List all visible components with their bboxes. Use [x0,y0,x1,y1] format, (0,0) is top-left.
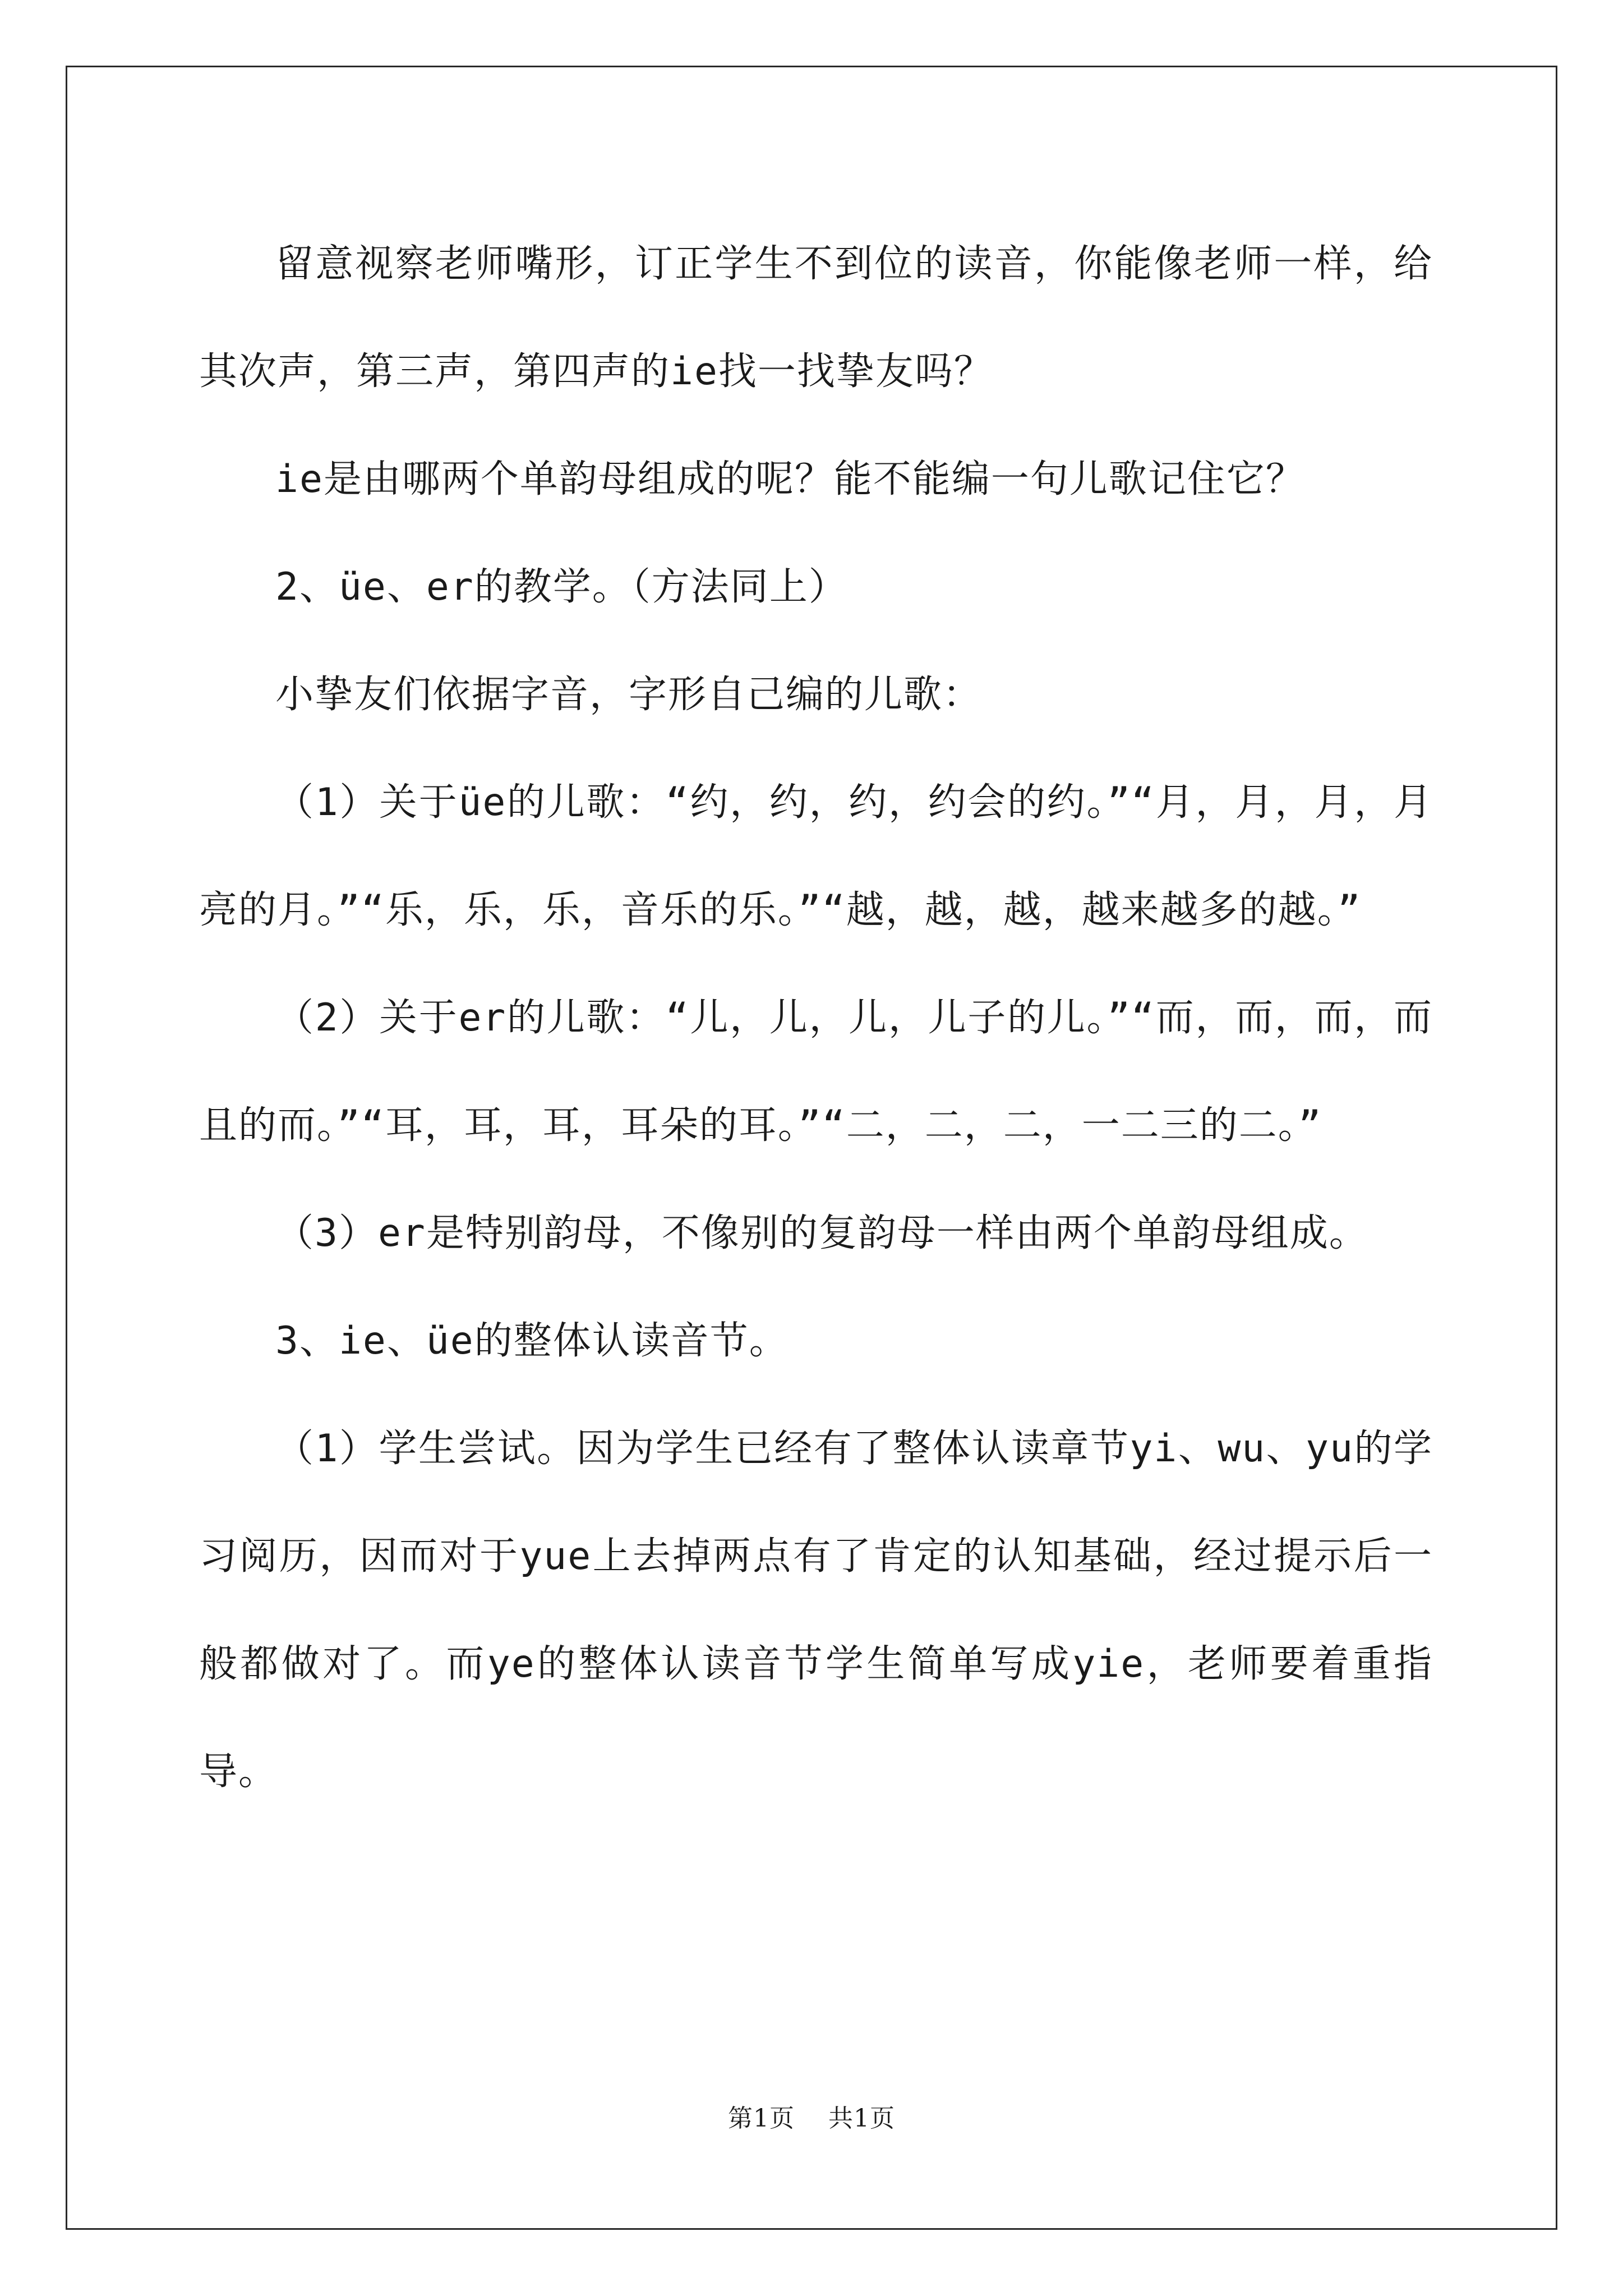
paragraph-1: 留意视察老师嘴形，订正学生不到位的读音，你能像老师一样，给其次声，第三声，第四声的ie找一找挚友吗？ [199,242,1433,394]
page-number-current: 第1页 [728,2104,795,2133]
paragraph-4: 小挚友们依据字音，字形自己编的儿歌： [275,673,983,717]
document-body [199,210,1433,1826]
page-footer [0,2098,1623,2134]
paragraph-9: （1）学生尝试。因为学生已经有了整体认读章节yi、wu、yu的学习阅历，因而对于yue上去掉两点有了肯定的认知基础，经过提示后一般都做对了。而ye的整体认读音节学生简单写成yie，老师要着重指导。 [199,1427,1433,1794]
paragraph-6: （2）关于er的儿歌：“儿，儿，儿，儿子的儿。”“而，而，而，而且的而。”“耳，耳，耳，耳朵的耳。”“二，二，二，一二三的二。” [199,996,1433,1148]
paragraph-5: （1）关于üe的儿歌：“约，约，约，约会的约。”“月，月，月，月亮的月。”“乐，乐，乐，音乐的乐。”“越，越，越，越来越多的越。” [199,780,1433,932]
paragraph-8: 3、ie、üe的整体认读音节。 [275,1319,789,1363]
paragraph-2: ie是由哪两个单韵母组成的呢？能不能编一句儿歌记住它？ [275,457,1305,501]
page-number-total: 共1页 [828,2104,895,2133]
paragraph-3: 2、üe、er的教学。（方法同上） [275,565,848,609]
paragraph-7: （3）er是特别韵母，不像别的复韵母一样由两个单韵母组成。 [275,1211,1368,1255]
